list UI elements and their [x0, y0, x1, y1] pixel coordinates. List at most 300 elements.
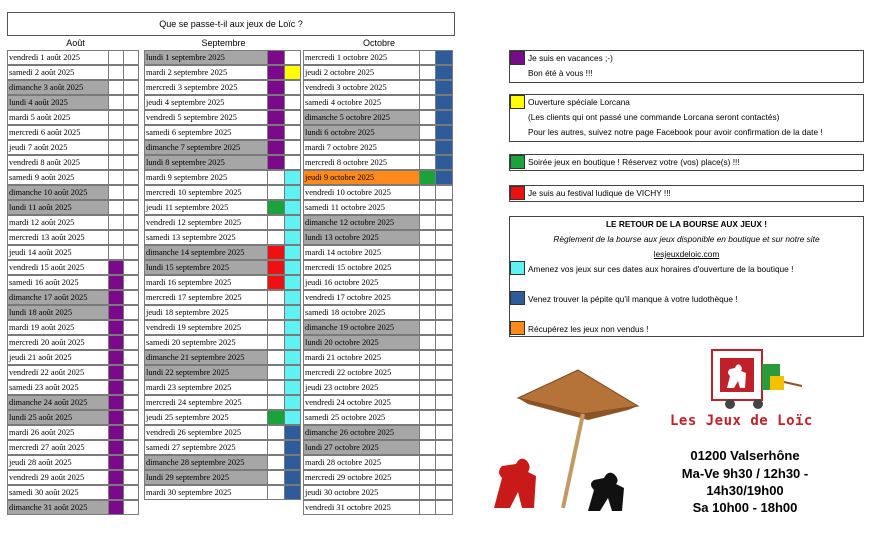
event-cell-2	[284, 140, 301, 155]
event-cell-1	[108, 95, 124, 110]
event-cell-2	[435, 50, 453, 65]
event-cell-1	[419, 395, 436, 410]
event-cell-1	[267, 125, 285, 140]
event-cell-2	[435, 455, 453, 470]
event-cell-1	[108, 185, 124, 200]
legend-swatch-vacances	[510, 51, 525, 65]
day-label: mardi 14 octobre 2025	[303, 245, 420, 260]
event-cell-2	[284, 380, 301, 395]
event-cell-1	[108, 410, 124, 425]
event-cell-2	[123, 125, 139, 140]
event-cell-2	[284, 230, 301, 245]
event-cell-1	[419, 455, 436, 470]
event-cell-1	[419, 440, 436, 455]
day-label: mardi 21 octobre 2025	[303, 350, 420, 365]
event-cell-1	[108, 50, 124, 65]
event-cell-1	[419, 500, 436, 515]
day-label: vendredi 15 août 2025	[7, 260, 109, 275]
event-cell-2	[284, 350, 301, 365]
day-label: jeudi 18 septembre 2025	[144, 305, 268, 320]
event-cell-2	[284, 440, 301, 455]
event-cell-2	[123, 410, 139, 425]
day-label: dimanche 21 septembre 2025	[144, 350, 268, 365]
event-cell-2	[284, 110, 301, 125]
event-cell-1	[267, 335, 285, 350]
event-cell-1	[267, 410, 285, 425]
day-label: dimanche 3 août 2025	[7, 80, 109, 95]
logo-icon	[700, 342, 810, 412]
event-cell-2	[435, 380, 453, 395]
event-cell-1	[267, 275, 285, 290]
shop-city: 01200 Valserhône	[690, 448, 800, 463]
day-label: samedi 9 août 2025	[7, 170, 109, 185]
day-label: vendredi 8 août 2025	[7, 155, 109, 170]
event-cell-2	[123, 305, 139, 320]
day-label: jeudi 25 septembre 2025	[144, 410, 268, 425]
day-label: mercredi 29 octobre 2025	[303, 470, 420, 485]
day-label: lundi 27 octobre 2025	[303, 440, 420, 455]
day-label: jeudi 9 octobre 2025	[303, 170, 420, 185]
event-cell-1	[108, 380, 124, 395]
day-label: dimanche 12 octobre 2025	[303, 215, 420, 230]
event-cell-2	[435, 155, 453, 170]
event-cell-1	[108, 245, 124, 260]
event-cell-1	[108, 500, 124, 515]
event-cell-1	[267, 245, 285, 260]
day-label: samedi 13 septembre 2025	[144, 230, 268, 245]
event-cell-2	[435, 320, 453, 335]
event-cell-1	[108, 365, 124, 380]
day-label: samedi 2 août 2025	[7, 65, 109, 80]
event-cell-1	[267, 50, 285, 65]
legend-swatch-vichy	[510, 186, 525, 200]
event-cell-2	[435, 440, 453, 455]
event-cell-2	[435, 95, 453, 110]
event-cell-1	[108, 155, 124, 170]
event-cell-2	[284, 215, 301, 230]
day-label: mardi 7 octobre 2025	[303, 140, 420, 155]
day-label: jeudi 2 octobre 2025	[303, 65, 420, 80]
event-cell-1	[267, 230, 285, 245]
event-cell-2	[435, 215, 453, 230]
day-label: vendredi 29 août 2025	[7, 470, 109, 485]
day-label: vendredi 17 octobre 2025	[303, 290, 420, 305]
day-label: vendredi 19 septembre 2025	[144, 320, 268, 335]
event-cell-1	[108, 440, 124, 455]
event-cell-2	[284, 320, 301, 335]
event-cell-2	[435, 275, 453, 290]
event-cell-1	[108, 335, 124, 350]
event-cell-2	[435, 140, 453, 155]
day-label: dimanche 24 août 2025	[7, 395, 109, 410]
parasol-illustration	[488, 368, 648, 518]
event-cell-1	[419, 245, 436, 260]
event-cell-1	[108, 455, 124, 470]
event-cell-1	[267, 485, 285, 500]
day-label: dimanche 28 septembre 2025	[144, 455, 268, 470]
day-label: mardi 28 octobre 2025	[303, 455, 420, 470]
day-label: dimanche 26 octobre 2025	[303, 425, 420, 440]
day-label: mercredi 27 août 2025	[7, 440, 109, 455]
day-label: mercredi 24 septembre 2025	[144, 395, 268, 410]
event-cell-2	[435, 305, 453, 320]
legend-lorcana-text: Ouverture spéciale Lorcana	[528, 97, 630, 107]
day-label: mardi 9 septembre 2025	[144, 170, 268, 185]
event-cell-2	[123, 140, 139, 155]
day-label: vendredi 10 octobre 2025	[303, 185, 420, 200]
event-cell-1	[267, 455, 285, 470]
day-label: dimanche 14 septembre 2025	[144, 245, 268, 260]
legend-vacances-text: Je suis en vacances ;-)	[528, 53, 613, 63]
event-cell-1	[419, 50, 436, 65]
event-cell-1	[419, 95, 436, 110]
day-label: samedi 16 août 2025	[7, 275, 109, 290]
event-cell-1	[108, 425, 124, 440]
event-cell-2	[435, 425, 453, 440]
event-cell-1	[267, 365, 285, 380]
event-cell-1	[267, 155, 285, 170]
event-cell-2	[123, 80, 139, 95]
legend-swatch-soiree	[510, 155, 525, 169]
day-label: mardi 30 septembre 2025	[144, 485, 268, 500]
event-cell-1	[419, 335, 436, 350]
event-cell-1	[108, 80, 124, 95]
event-cell-2	[435, 290, 453, 305]
event-cell-2	[123, 65, 139, 80]
event-cell-1	[267, 200, 285, 215]
day-label: samedi 23 août 2025	[7, 380, 109, 395]
calendar	[7, 12, 455, 517]
event-cell-2	[123, 275, 139, 290]
event-cell-1	[267, 170, 285, 185]
day-label: lundi 20 octobre 2025	[303, 335, 420, 350]
event-cell-2	[284, 125, 301, 140]
day-label: mercredi 20 août 2025	[7, 335, 109, 350]
legend-orange-text: Récupérez les jeux non vendus !	[528, 324, 649, 334]
event-cell-2	[123, 290, 139, 305]
day-label: lundi 25 août 2025	[7, 410, 109, 425]
day-label: mercredi 6 août 2025	[7, 125, 109, 140]
day-label: mardi 26 août 2025	[7, 425, 109, 440]
event-cell-2	[284, 275, 301, 290]
day-label: samedi 4 octobre 2025	[303, 95, 420, 110]
event-cell-2	[123, 365, 139, 380]
shop-hours-weekdays: Ma-Ve 9h30 / 12h30 -	[681, 466, 809, 481]
event-cell-1	[419, 305, 436, 320]
day-label: mardi 5 août 2025	[7, 110, 109, 125]
event-cell-1	[419, 200, 436, 215]
month-header-octobre: Octobre	[362, 38, 395, 48]
event-cell-1	[419, 290, 436, 305]
event-cell-2	[123, 185, 139, 200]
event-cell-1	[419, 275, 436, 290]
event-cell-2	[435, 230, 453, 245]
event-cell-2	[123, 500, 139, 515]
event-cell-1	[108, 260, 124, 275]
event-cell-2	[435, 410, 453, 425]
event-cell-1	[419, 260, 436, 275]
day-label: mardi 2 septembre 2025	[144, 65, 268, 80]
event-cell-1	[108, 350, 124, 365]
event-cell-2	[435, 365, 453, 380]
event-cell-1	[267, 320, 285, 335]
event-cell-2	[284, 305, 301, 320]
event-cell-2	[123, 485, 139, 500]
event-cell-2	[123, 380, 139, 395]
shop-name: Les Jeux de Loïc	[670, 413, 813, 429]
event-cell-2	[284, 50, 301, 65]
event-cell-2	[435, 335, 453, 350]
event-cell-2	[435, 200, 453, 215]
event-cell-1	[267, 215, 285, 230]
day-label: mercredi 13 août 2025	[7, 230, 109, 245]
day-label: samedi 6 septembre 2025	[144, 125, 268, 140]
day-label: jeudi 11 septembre 2025	[144, 200, 268, 215]
event-cell-1	[108, 65, 124, 80]
day-label: lundi 8 septembre 2025	[144, 155, 268, 170]
event-cell-2	[284, 170, 301, 185]
day-label: vendredi 22 août 2025	[7, 365, 109, 380]
day-label: lundi 22 septembre 2025	[144, 365, 268, 380]
day-label: vendredi 3 octobre 2025	[303, 80, 420, 95]
event-cell-1	[419, 425, 436, 440]
event-cell-1	[108, 395, 124, 410]
event-cell-1	[267, 305, 285, 320]
legend-swatch-orange	[510, 321, 525, 335]
event-cell-1	[419, 485, 436, 500]
event-cell-1	[108, 215, 124, 230]
legend-vacances-subtext: Bon été à vous !!!	[528, 68, 593, 78]
event-cell-1	[108, 125, 124, 140]
day-label: mardi 19 août 2025	[7, 320, 109, 335]
day-label: lundi 1 septembre 2025	[144, 50, 268, 65]
event-cell-2	[284, 290, 301, 305]
day-label: vendredi 5 septembre 2025	[144, 110, 268, 125]
day-label: mercredi 1 octobre 2025	[303, 50, 420, 65]
event-cell-2	[123, 260, 139, 275]
event-cell-2	[435, 500, 453, 515]
event-cell-2	[123, 200, 139, 215]
month-header-aout: Août	[66, 38, 85, 48]
event-cell-1	[419, 350, 436, 365]
event-cell-1	[419, 110, 436, 125]
legend-vichy-text: Je suis au festival ludique de VICHY !!!	[528, 188, 671, 198]
legend-swatch-cyan	[510, 261, 525, 275]
event-cell-1	[267, 140, 285, 155]
legend-bourse-rules: Règlement de la bourse aux jeux disponible en boutique et sur notre site	[553, 234, 820, 244]
event-cell-2	[123, 110, 139, 125]
day-label: dimanche 7 septembre 2025	[144, 140, 268, 155]
legend-bourse-url[interactable]: lesjeuxdeloic.com	[653, 249, 720, 259]
event-cell-1	[108, 275, 124, 290]
event-cell-1	[267, 260, 285, 275]
event-cell-2	[284, 95, 301, 110]
event-cell-2	[435, 260, 453, 275]
day-label: mercredi 8 octobre 2025	[303, 155, 420, 170]
event-cell-2	[435, 170, 453, 185]
legend-lorcana-note: Pour les autres, suivez notre page Facebook pour avoir confirmation de la date !	[528, 127, 823, 137]
event-cell-2	[123, 320, 139, 335]
event-cell-1	[419, 140, 436, 155]
event-cell-1	[108, 200, 124, 215]
event-cell-1	[419, 215, 436, 230]
event-cell-2	[435, 245, 453, 260]
event-cell-2	[123, 470, 139, 485]
event-cell-2	[284, 245, 301, 260]
shop-hours-afternoon: 14h30/19h00	[706, 483, 784, 498]
event-cell-1	[419, 410, 436, 425]
event-cell-1	[419, 365, 436, 380]
day-label: jeudi 28 août 2025	[7, 455, 109, 470]
event-cell-1	[419, 185, 436, 200]
day-label: mercredi 3 septembre 2025	[144, 80, 268, 95]
event-cell-1	[267, 440, 285, 455]
day-label: dimanche 5 octobre 2025	[303, 110, 420, 125]
day-label: dimanche 17 août 2025	[7, 290, 109, 305]
event-cell-1	[267, 290, 285, 305]
day-label: jeudi 30 octobre 2025	[303, 485, 420, 500]
event-cell-2	[435, 125, 453, 140]
red-meeple-icon	[494, 459, 536, 508]
event-cell-2	[284, 455, 301, 470]
legend-cyan-text: Amenez vos jeux sur ces dates aux horaires d'ouverture de la boutique !	[528, 264, 794, 274]
day-label: jeudi 21 août 2025	[7, 350, 109, 365]
event-cell-1	[267, 95, 285, 110]
day-label: lundi 4 août 2025	[7, 95, 109, 110]
event-cell-2	[435, 350, 453, 365]
event-cell-1	[419, 320, 436, 335]
event-cell-1	[267, 395, 285, 410]
event-cell-2	[435, 80, 453, 95]
event-cell-2	[123, 455, 139, 470]
event-cell-1	[267, 185, 285, 200]
day-label: vendredi 24 octobre 2025	[303, 395, 420, 410]
event-cell-1	[108, 290, 124, 305]
event-cell-2	[123, 50, 139, 65]
event-cell-1	[267, 80, 285, 95]
day-label: samedi 20 septembre 2025	[144, 335, 268, 350]
day-label: samedi 27 septembre 2025	[144, 440, 268, 455]
event-cell-1	[267, 380, 285, 395]
day-label: lundi 13 octobre 2025	[303, 230, 420, 245]
day-label: jeudi 16 octobre 2025	[303, 275, 420, 290]
event-cell-2	[435, 470, 453, 485]
day-label: dimanche 10 août 2025	[7, 185, 109, 200]
event-cell-2	[123, 440, 139, 455]
event-cell-2	[284, 335, 301, 350]
day-label: lundi 15 septembre 2025	[144, 260, 268, 275]
event-cell-2	[284, 65, 301, 80]
event-cell-2	[435, 185, 453, 200]
day-label: samedi 11 octobre 2025	[303, 200, 420, 215]
event-cell-2	[284, 365, 301, 380]
day-label: jeudi 7 août 2025	[7, 140, 109, 155]
day-label: vendredi 26 septembre 2025	[144, 425, 268, 440]
event-cell-2	[284, 200, 301, 215]
event-cell-2	[123, 395, 139, 410]
event-cell-1	[419, 170, 436, 185]
legend-lorcana-subtext: (Les clients qui ont passé une commande Lorcana seront contactés)	[528, 112, 780, 122]
day-label: lundi 18 août 2025	[7, 305, 109, 320]
event-cell-2	[123, 170, 139, 185]
event-cell-2	[123, 215, 139, 230]
month-header-septembre: Septembre	[201, 38, 246, 48]
event-cell-1	[267, 470, 285, 485]
event-cell-2	[284, 470, 301, 485]
event-cell-2	[284, 155, 301, 170]
event-cell-1	[419, 80, 436, 95]
event-cell-2	[284, 425, 301, 440]
day-label: mardi 23 septembre 2025	[144, 380, 268, 395]
day-label: dimanche 31 août 2025	[7, 500, 109, 515]
day-label: vendredi 31 octobre 2025	[303, 500, 420, 515]
event-cell-2	[284, 395, 301, 410]
event-cell-1	[419, 155, 436, 170]
event-cell-1	[267, 350, 285, 365]
day-label: jeudi 23 octobre 2025	[303, 380, 420, 395]
event-cell-1	[108, 320, 124, 335]
event-cell-2	[435, 485, 453, 500]
event-cell-2	[123, 350, 139, 365]
day-label: samedi 30 août 2025	[7, 485, 109, 500]
event-cell-2	[435, 395, 453, 410]
day-label: mercredi 22 octobre 2025	[303, 365, 420, 380]
event-cell-1	[419, 125, 436, 140]
day-label: vendredi 12 septembre 2025	[144, 215, 268, 230]
day-label: dimanche 19 octobre 2025	[303, 320, 420, 335]
event-cell-1	[419, 470, 436, 485]
event-cell-1	[267, 110, 285, 125]
event-cell-1	[419, 65, 436, 80]
event-cell-1	[267, 65, 285, 80]
black-meeple-icon	[588, 473, 624, 511]
event-cell-2	[123, 425, 139, 440]
day-label: samedi 18 octobre 2025	[303, 305, 420, 320]
day-label: lundi 29 septembre 2025	[144, 470, 268, 485]
event-cell-2	[435, 65, 453, 80]
event-cell-2	[123, 230, 139, 245]
event-cell-2	[123, 335, 139, 350]
day-label: lundi 6 octobre 2025	[303, 125, 420, 140]
calendar-title: Que se passe-t-il aux jeux de Loïc ?	[7, 12, 455, 36]
legend-soiree-text: Soirée jeux en boutique ! Réservez votre (vos) place(s) !!!	[528, 157, 740, 167]
event-cell-2	[284, 410, 301, 425]
day-label: mardi 12 août 2025	[7, 215, 109, 230]
day-label: mercredi 17 septembre 2025	[144, 290, 268, 305]
day-label: lundi 11 août 2025	[7, 200, 109, 215]
legend-swatch-blue	[510, 291, 525, 305]
event-cell-1	[108, 170, 124, 185]
event-cell-1	[108, 470, 124, 485]
legend-swatch-lorcana	[510, 95, 525, 109]
event-cell-1	[108, 305, 124, 320]
event-cell-2	[284, 185, 301, 200]
day-label: mercredi 10 septembre 2025	[144, 185, 268, 200]
day-label: samedi 25 octobre 2025	[303, 410, 420, 425]
event-cell-2	[123, 155, 139, 170]
event-cell-2	[435, 110, 453, 125]
day-label: mardi 16 septembre 2025	[144, 275, 268, 290]
shop-hours-saturday: Sa 10h00 - 18h00	[692, 500, 798, 515]
day-label: vendredi 1 août 2025	[7, 50, 109, 65]
day-label: jeudi 14 août 2025	[7, 245, 109, 260]
legend-bourse-title: LE RETOUR DE LA BOURSE AUX JEUX !	[605, 219, 768, 229]
event-cell-1	[267, 425, 285, 440]
event-cell-1	[419, 230, 436, 245]
day-label: jeudi 4 septembre 2025	[144, 95, 268, 110]
event-cell-2	[123, 245, 139, 260]
event-cell-1	[108, 485, 124, 500]
